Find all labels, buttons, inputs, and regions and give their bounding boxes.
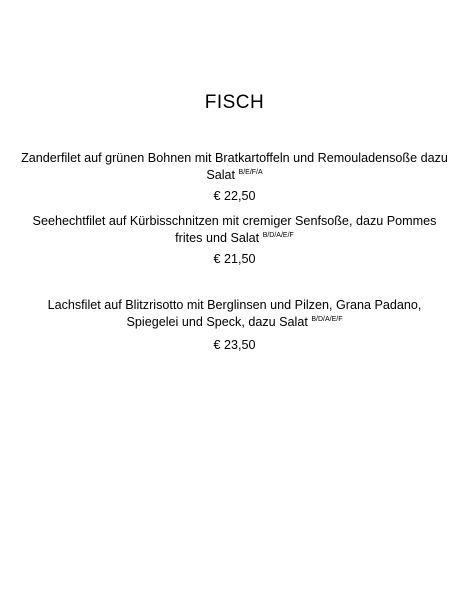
allergen-codes: B/E/F/A <box>238 169 263 176</box>
dish-price: € 22,50 <box>213 189 256 203</box>
section-title: FISCH <box>204 92 265 113</box>
allergen-codes: B/D/A/E/F <box>311 316 343 323</box>
dish-price: € 23,50 <box>213 338 256 352</box>
allergen-codes: B/D/A/E/F <box>262 232 294 239</box>
dish-text: Seehechtfilet auf Kürbisschnitzen mit cremiger Senfsoße, dazu Pommes frites und Salat <box>32 214 437 245</box>
dish-text: Lachsfilet auf Blitzrisotto mit Berglinsen und Pilzen, Grana Padano, Spiegelei und Speck, dazu Salat <box>47 298 422 329</box>
dish-description <box>20 213 449 247</box>
dish-description <box>20 297 449 331</box>
dish-price: € 21,50 <box>213 252 256 266</box>
dish-text: Zanderfilet auf grünen Bohnen mit Bratkartoffeln und Remouladensoße dazu Salat <box>21 151 448 182</box>
dish-description <box>20 150 449 184</box>
